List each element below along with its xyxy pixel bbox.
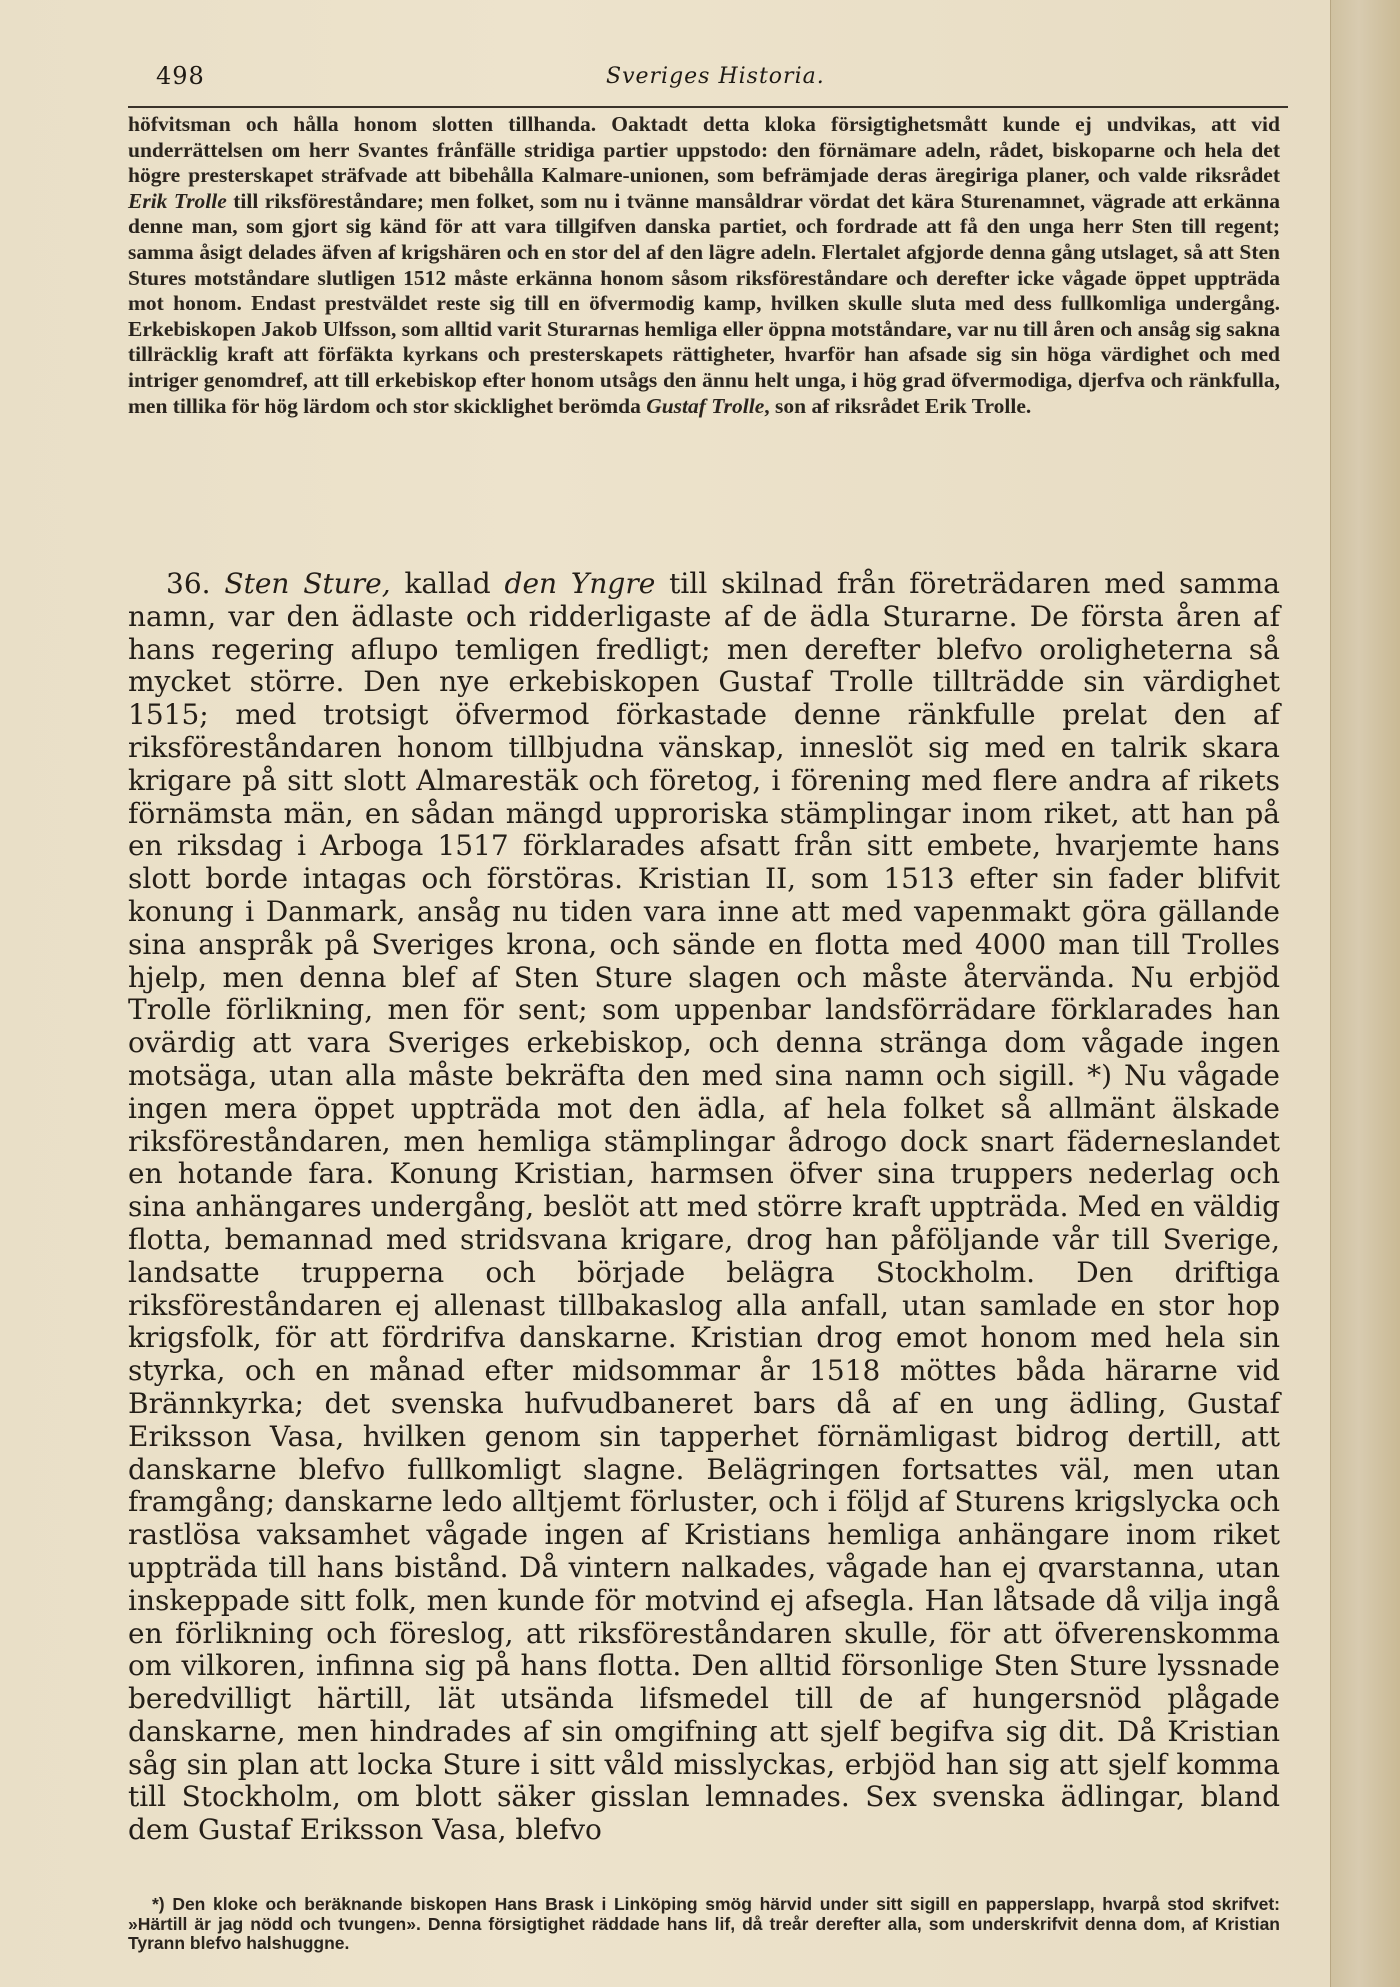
intro-paragraph xyxy=(128,112,1280,419)
page-number: 498 xyxy=(156,62,205,90)
section-name: Sten Sture, xyxy=(224,567,391,600)
intro-text-1: höfvitsman och hålla honom slotten tillhanda. Oaktadt detta kloka försigtighetsmått kunde ej undvikas, att vid underrättelsen om herr Svantes frånfälle stridiga partier uppstodo: den förnämare adeln, rådet, biskoparne och hela det högre presterskapet sträfvade att bibehålla Kalmare-unionen, som befrämjade deras äregiriga planer, och valde riksrådet xyxy=(128,112,1280,188)
footnote-text: Den kloke och beräknande biskopen Hans Brask i Linköping smög härvid under sitt sigill en papperslapp, hvarpå stod skrifvet: »Härtill är jag nödd och tvungen». Denna försigtighet räddade hans lif, då treår derefter alla, som underskrifvit denna dom, af Kristian Tyrann blefvo halshuggne. xyxy=(128,1894,1280,1953)
section-text-kallad: kallad xyxy=(390,567,505,600)
section-den: den xyxy=(504,567,558,600)
section-number: 36. xyxy=(166,567,211,600)
section-yngre: Yngre xyxy=(570,567,656,600)
running-title: Sveriges Historia. xyxy=(606,64,825,89)
section-body: till skilnad från företrädaren med samma namn, var den ädlaste och ridderligaste af de ädla Sturarne. De första åren af hans regering aflupo temligen fredligt; men derefter blefvo oroligheterna så mycket större. Den nye erkebiskopen Gustaf Trolle tillträdde sin värdighet 1515; med trotsigt öfvermod förkastade denne ränkfulle prelat den af riksföreståndaren honom tillbjudna vänskap, inneslöt sig med en talrik skara krigare på sitt slott Almarestäk och företog, i förening med flere andra af rikets förnämsta män, en sådan mängd upproriska stämplingar inom riket, att han på en riksdag i Arboga 1517 förklarades afsatt från sitt embete, hvarjemte hans slott borde intagas och förstöras. Kristian II, som 1513 efter sin fader blifvit konung i Danmark, ansåg nu tiden vara inne att med vapenmakt göra gällande sina anspråk på Sveriges krona, och sände en flotta med 4000 man till Trolles hjelp, men denna blef af Sten Sture slagen och måste återvända. Nu erbjöd Trolle förlikning, men för sent; som uppenbar landsförrädare förklarades han ovärdig att vara Sveriges erkebiskop, och denna stränga dom vågade ingen motsäga, utan alla måste bekräfta den med sina namn och sigill. *) Nu vågade ingen mera öppet uppträda mot den ädla, af hela folket så allmänt älskade riksföreståndaren, men hemliga stämplingar ådrogo dock snart fäderneslandet en hotande fara. Konung Kristian, harmsen öfver sina truppers nederlag och sina anhängares undergång, beslöt att med större kraft uppträda. Med en väldig flotta, bemannad med stridsvana krigare, drog han påföljande vår till Sverige, landsatte trupperna och började belägra Stockholm. Den driftiga riksföreståndaren ej allenast tillbakaslog alla anfall, utan samlade en stor hop krigsfolk, för att fördrifva danskarne. Kristian drog emot honom med hela sin styrka, och en månad efter midsommar år 1518 möttes båda härarne vid Brännkyrka; det svenska hufvudbaneret bars då af en ung ädling, Gustaf Eriksson Vasa, hvilken genom sin tapperhet förnämligast bidrog dertill, att danskarne blefvo fullkomligt slagne. Belägringen fortsattes väl, men utan framgång; danskarne ledo alltjemt förluster, och i följd af Sturens krigslycka och rastlösa vaksamhet vågade ingen af Kristians hemliga anhängare inom riket uppträda till hans bistånd. Då vintern nalkades, vågade han ej qvarstanna, utan inskeppade sitt folk, men kunde för motvind ej afsegla. Han låtsade då vilja ingå en förlikning och föreslog, att riksföreståndaren skulle, för att öfverenskomma om vilkoren, infinna sig på hans flotta. Den alltid försonlige Sten Sture lyssnade beredvilligt härtill, lät utsända lifsmedel till de af hungersnöd plågade danskarne, men hindrades af sin omgifning att sjelf begifva sig dit. Då Kristian såg sin plan att locka Sture i sitt våld misslyckas, erbjöd han sig att sjelf komma till Stockholm, om blott säker gisslan lemnades. Sex svenska ädlingar, bland dem Gustaf Eriksson Vasa, blefvo xyxy=(128,567,1280,1847)
intro-text-2: till riksföreståndare; men folket, som nu i tvänne mansåldrar vördat det kära Sturenamnet, vägrade att erkänna denne man, som gjort sig känd för att vara tillgifven danska partiet, och fordrade att få den unga herr Sten till regent; samma åsigt delades äfven af krigshären och en stor del af den lägre adeln. Flertalet afgjorde denna gång utslaget, så att Sten Stures motståndare slutligen 1512 måste erkänna honom såsom riksföreståndare och derefter icke vågade öppet uppträda mot honom. Endast prestväldet reste sig till en öfvermodig kamp, hvilken skulle sluta med dess fullkomliga undergång. Erkebiskopen Jakob Ulfsson, som alltid varit Sturarnas hemliga eller öppna motståndare, var nu till åren och ansåg sig sakna tillräcklig kraft att förfäkta kyrkans och presterskapets rättigheter, hvarför han afsade sig sin höga värdighet och med intriger genomdref, att till erkebiskop efter honom utsågs den ännu helt unga, i hög grad öfvermodiga, djerfva och ränkfulla, men tillika för hög lärdom och stor skicklighet berömda xyxy=(128,188,1281,418)
intro-text-3: , son af riksrådet Erik Trolle. xyxy=(764,393,1032,418)
section-36-paragraph xyxy=(128,568,1280,1847)
footnote xyxy=(128,1895,1280,1954)
footnote-mark: *) xyxy=(152,1894,165,1914)
page-edge xyxy=(1330,0,1400,1987)
header-rule xyxy=(128,106,1288,108)
intro-name-gustaf-trolle: Gustaf Trolle xyxy=(646,393,765,418)
page-header xyxy=(128,62,1288,98)
intro-name-erik-trolle: Erik Trolle xyxy=(128,188,227,213)
